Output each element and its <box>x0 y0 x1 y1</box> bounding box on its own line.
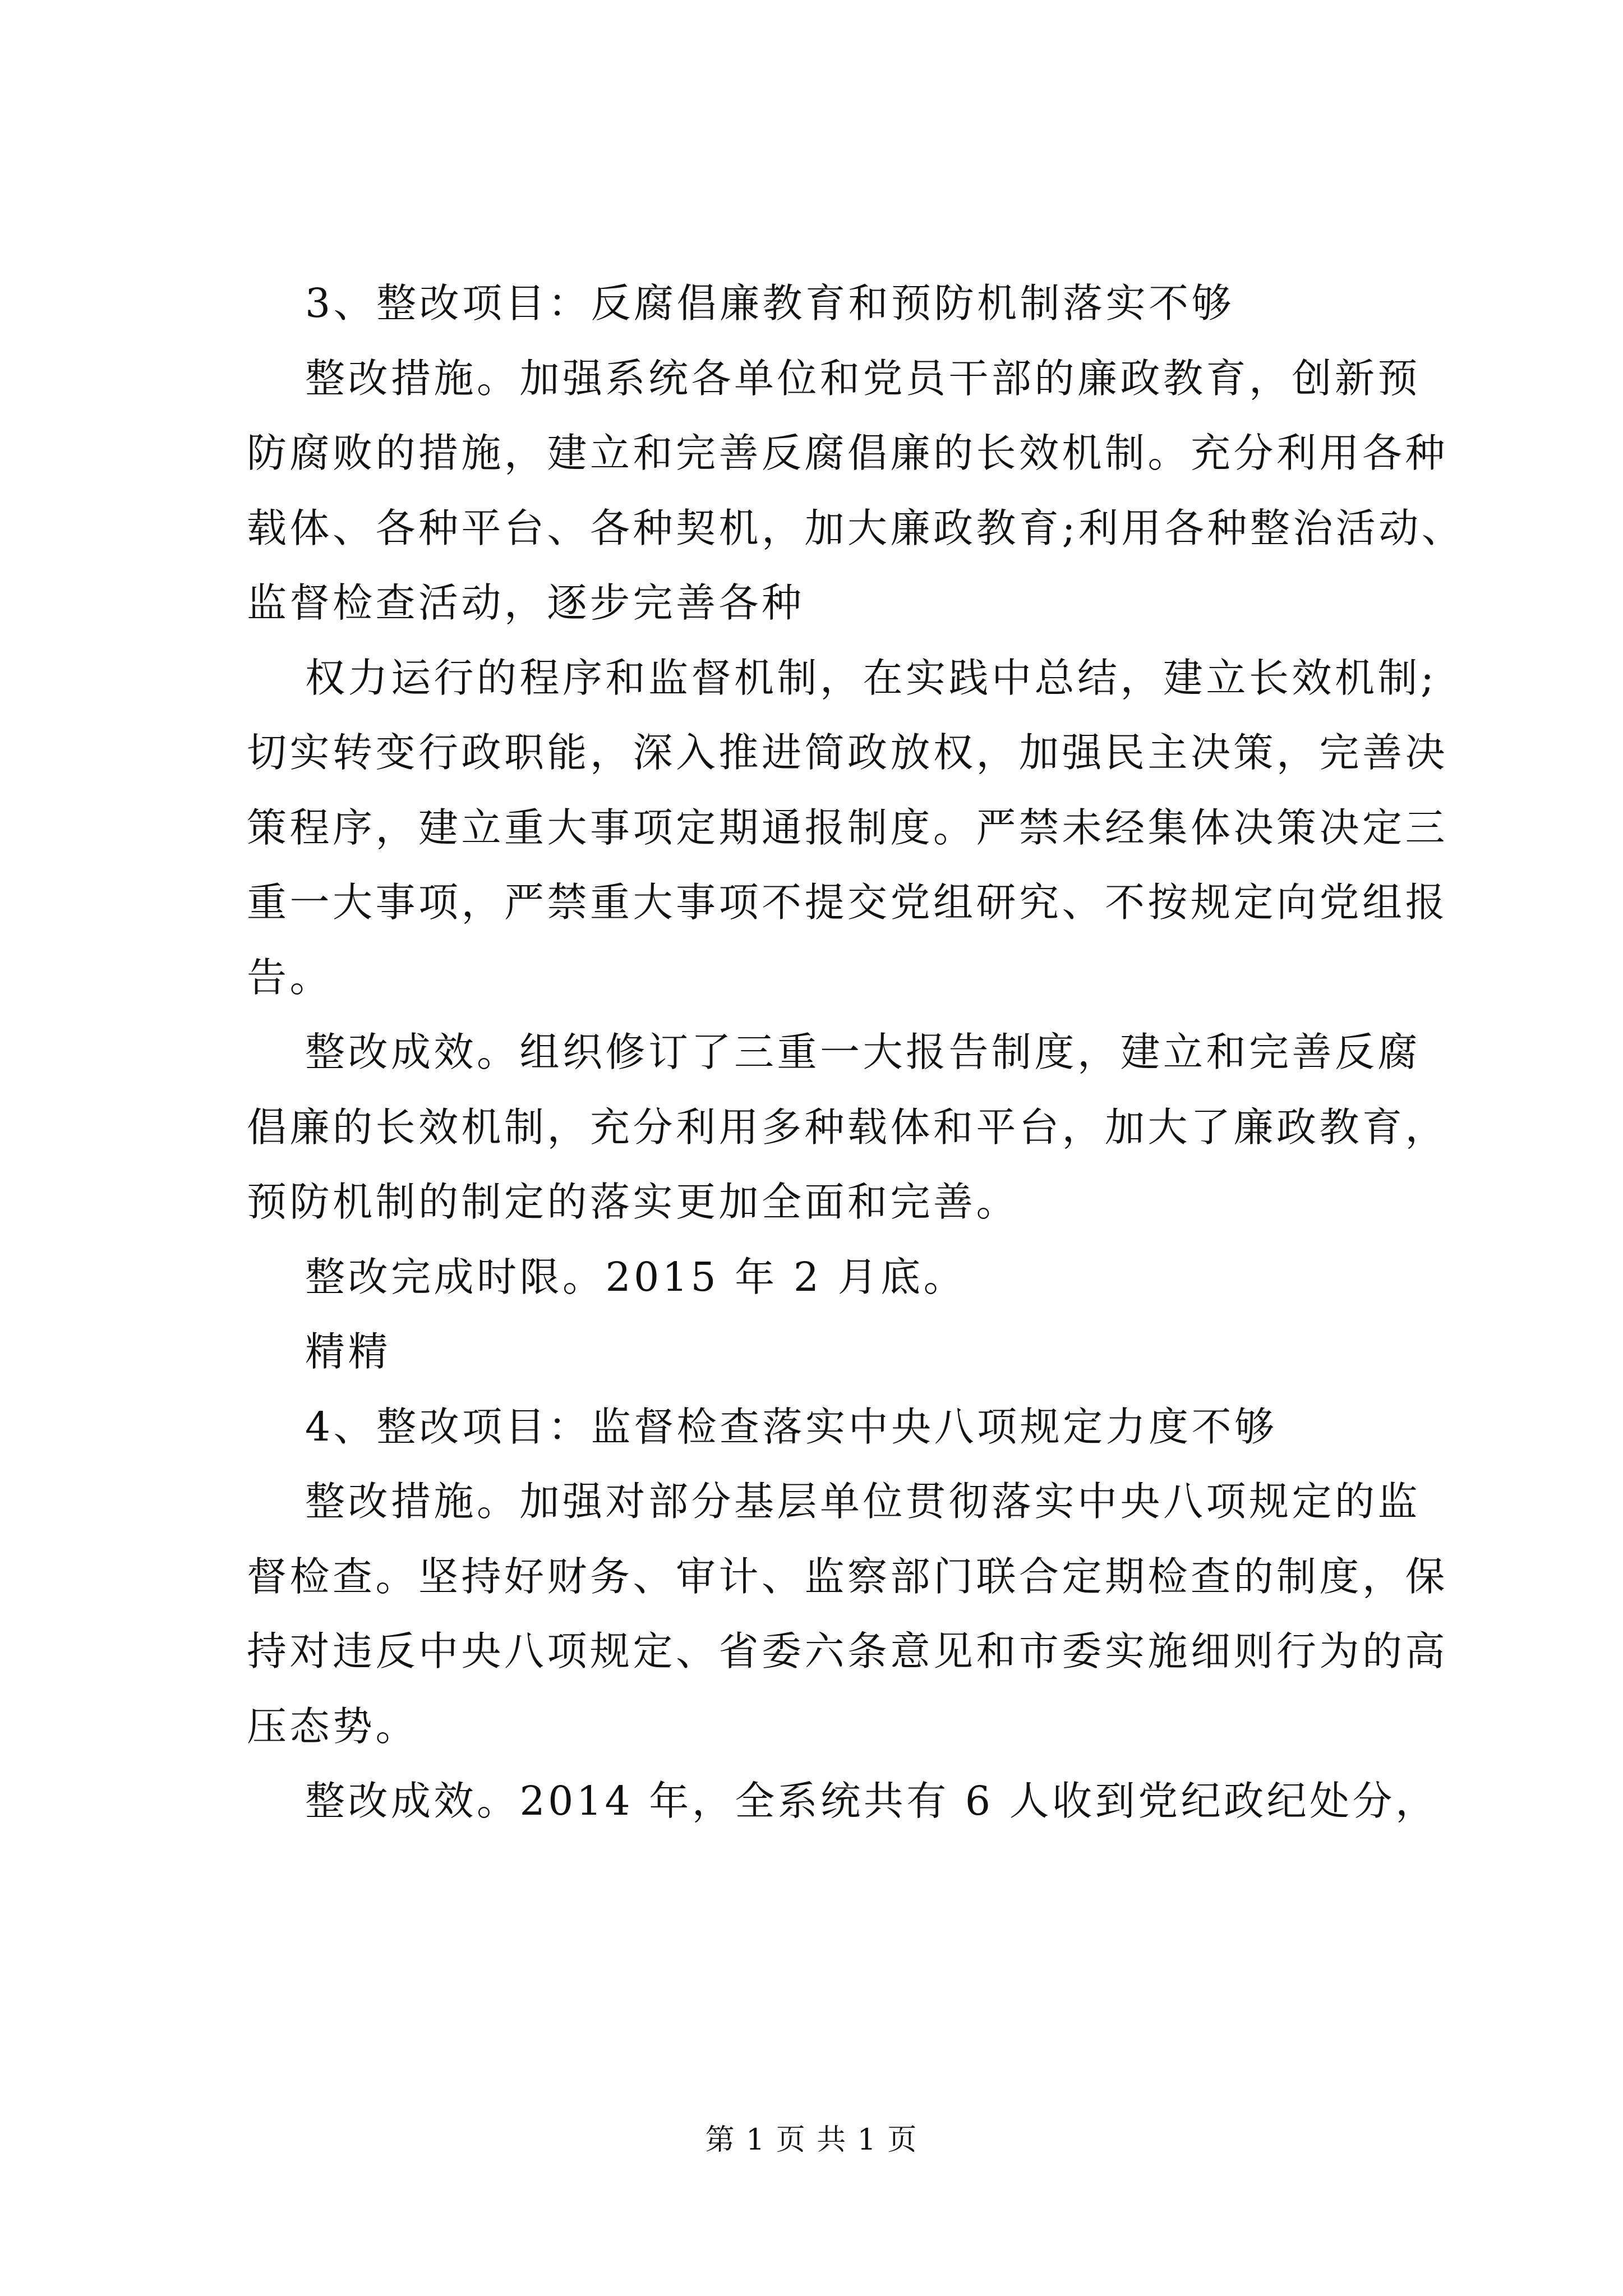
paragraph-line: 整改成效。组织修订了三重一大报告制度，建立和完善反腐 <box>305 1029 1421 1075</box>
paragraph-line: 整改措施。加强对部分基层单位贯彻落实中央八项规定的监 <box>305 1478 1421 1525</box>
paragraph-line: 载体、各种平台、各种契机，加大廉政教育;利用各种整治活动、 <box>247 504 1465 551</box>
paragraph-line: 防腐败的措施，建立和完善反腐倡廉的长效机制。充分利用各种 <box>247 430 1449 476</box>
paragraph-line: 策程序，建立重大事项定期通报制度。严禁未经集体决策决定三 <box>247 804 1449 851</box>
deadline-line: 整改完成时限。2015 年 2 月底。 <box>305 1253 967 1300</box>
paragraph-line: 整改成效。2014 年，全系统共有 6 人收到党纪政纪处分， <box>305 1778 1438 1824</box>
document-body <box>247 266 1465 1839</box>
paragraph-line: 倡廉的长效机制，充分利用多种载体和平台，加大了廉政教育， <box>247 1103 1449 1151</box>
paragraph-line: 重一大事项，严禁重大事项不提交党组研究、不按规定向党组报 <box>247 879 1449 926</box>
paragraph-line: 督检查。坚持好财务、审计、监察部门联合定期检查的制度，保 <box>247 1553 1449 1600</box>
section-4-heading: 4、整改项目：监督检查落实中央八项规定力度不够 <box>305 1403 1278 1450</box>
paragraph-line: 压态势。 <box>247 1703 419 1750</box>
paragraph-line: 精精 <box>305 1328 391 1375</box>
page-footer: 第 1 页 共 1 页 <box>705 2123 918 2157</box>
paragraph-line: 切实转变行政职能，深入推进简政放权，加强民主决策，完善决 <box>247 729 1449 776</box>
paragraph-line: 告。 <box>247 954 333 1001</box>
paragraph-line: 权力运行的程序和监督机制，在实践中总结，建立长效机制; <box>305 654 1437 701</box>
paragraph-line: 持对违反中央八项规定、省委六条意见和市委实施细则行为的高 <box>247 1628 1449 1674</box>
paragraph-line: 整改措施。加强系统各单位和党员干部的廉政教育，创新预 <box>305 355 1421 402</box>
paragraph-line: 预防机制的制定的落实更加全面和完善。 <box>247 1179 1020 1225</box>
section-3-heading: 3、整改项目：反腐倡廉教育和预防机制落实不够 <box>305 280 1235 326</box>
paragraph-line: 监督检查活动，逐步完善各种 <box>247 579 805 626</box>
